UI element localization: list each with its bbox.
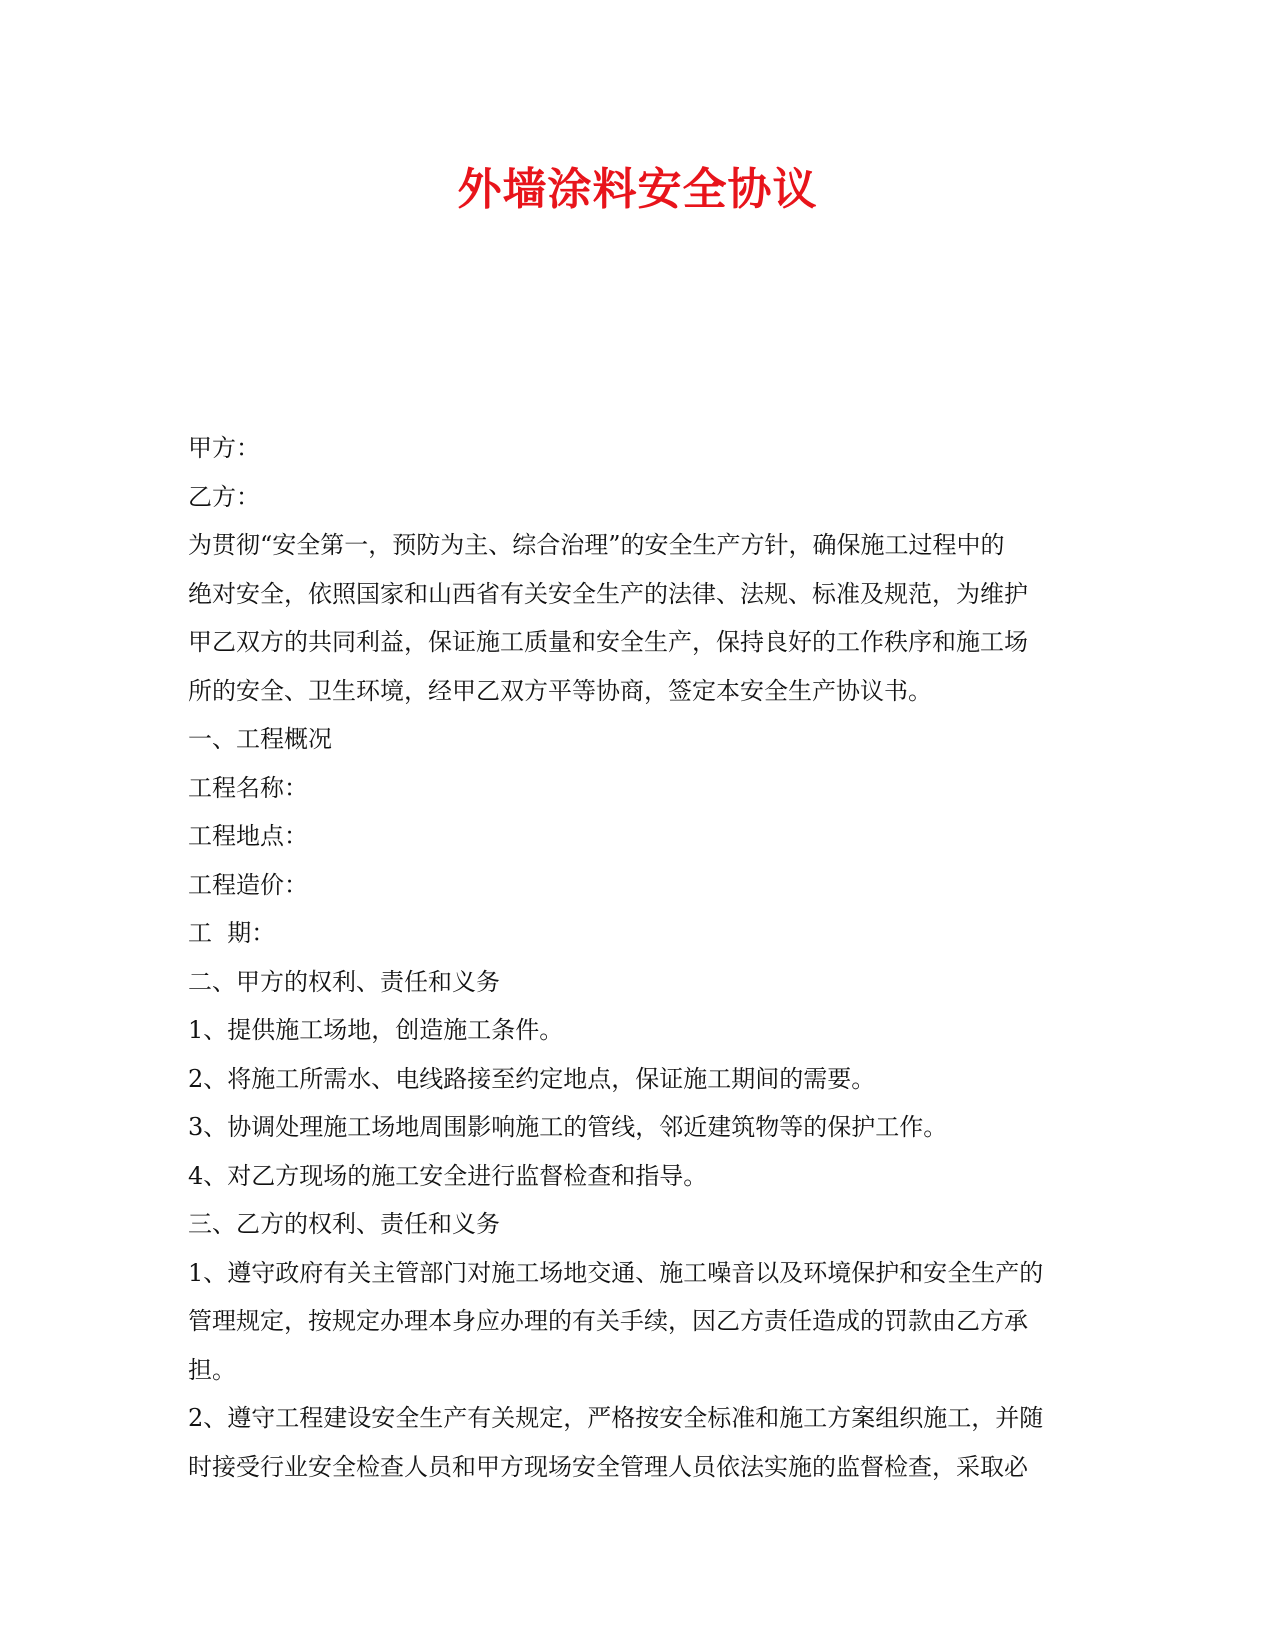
project-cost-line: 工程造价： <box>188 870 308 899</box>
document-body <box>188 424 1088 1491</box>
party-a-item-3: 3、协调处理施工场地周围影响施工的管线，邻近建筑物等的保护工作。 <box>188 1113 948 1141</box>
party-b-item-1-line-2: 管理规定，按规定办理本身应办理的有关手续，因乙方责任造成的罚款由乙方承 <box>188 1307 1028 1335</box>
party-a-item-4: 4、对乙方现场的施工安全进行监督检查和指导。 <box>188 1161 708 1190</box>
party-b-item-2-line-1: 2、遵守工程建设安全生产有关规定，严格按安全标准和施工方案组织施工，并随 <box>188 1404 1044 1432</box>
section-heading-2: 二、甲方的权利、责任和义务 <box>188 967 500 996</box>
intro-line-2: 绝对安全，依照国家和山西省有关安全生产的法律、法规、标准及规范，为维护 <box>188 579 1028 608</box>
party-b-item-2-line-2: 时接受行业安全检查人员和甲方现场安全管理人员依法实施的监督检查，采取必 <box>188 1452 1028 1481</box>
document-title: 外墙涂料安全协议 <box>457 164 818 215</box>
project-name-line: 工程名称： <box>188 773 308 802</box>
section-heading-1: 一、工程概况 <box>188 725 332 753</box>
party-a-item-1: 1、提供施工场地，创造施工条件。 <box>188 1016 564 1044</box>
party-b-item-1-line-1: 1、遵守政府有关主管部门对施工场地交通、施工噪音以及环境保护和安全生产的 <box>188 1258 1044 1287</box>
section-heading-3: 三、乙方的权利、责任和义务 <box>188 1210 500 1238</box>
party-b-line: 乙方： <box>188 482 260 511</box>
intro-line-4: 所的安全、卫生环境，经甲乙双方平等协商，签定本安全生产协议书。 <box>188 676 932 705</box>
party-b-item-1-line-3: 担。 <box>188 1355 236 1384</box>
project-location-line: 工程地点： <box>188 822 308 850</box>
project-duration-line: 工 期： <box>188 919 276 947</box>
intro-line-1: 为贯彻“安全第一，预防为主、综合治理”的安全生产方针，确保施工过程中的 <box>188 531 1005 559</box>
party-a-line: 甲方： <box>188 434 260 462</box>
intro-line-3: 甲乙双方的共同利益，保证施工质量和安全生产，保持良好的工作秩序和施工场 <box>188 628 1028 656</box>
party-a-item-2: 2、将施工所需水、电线路接至约定地点，保证施工期间的需要。 <box>188 1064 876 1093</box>
